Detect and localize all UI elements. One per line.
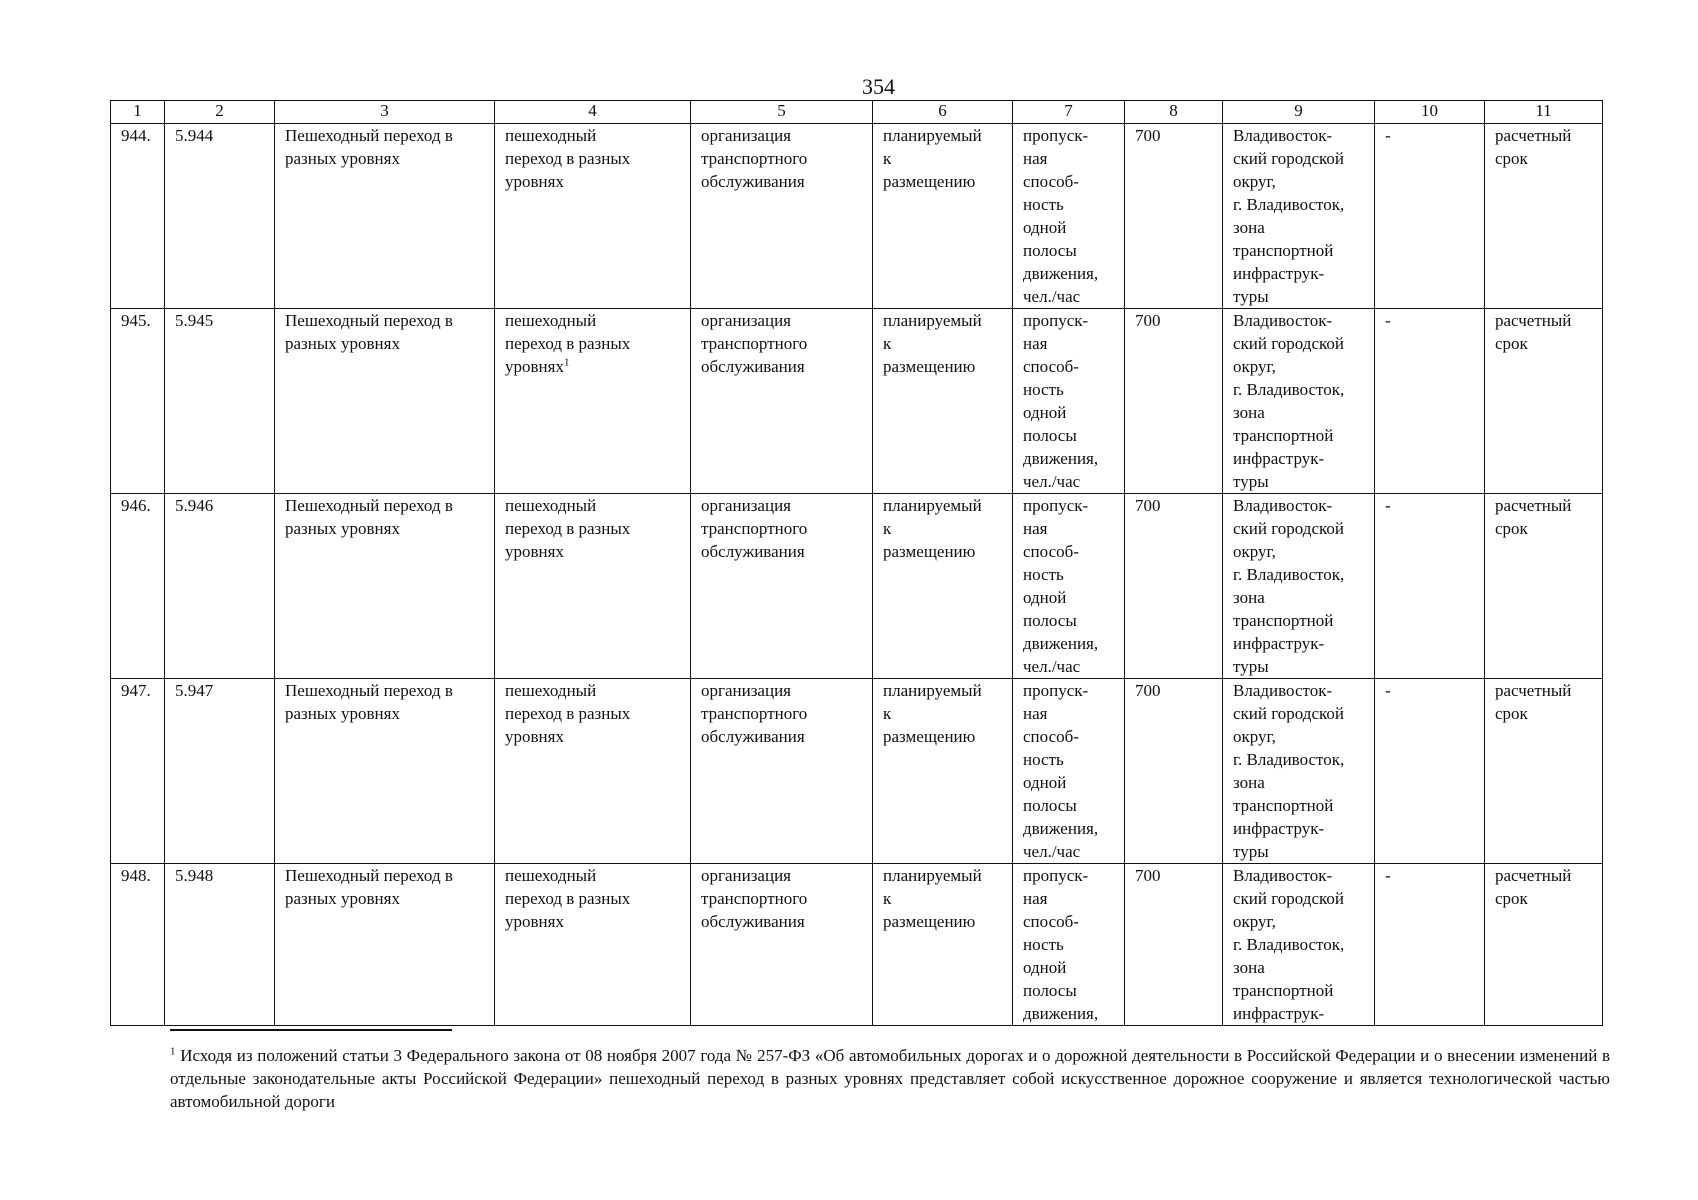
object-status: планируемый к размещению — [873, 309, 1013, 494]
characteristic-value: 700 — [1125, 864, 1223, 1026]
object-code: 5.947 — [165, 679, 275, 864]
object-location: Владивосток- ский городской округ, г. Владивосток, зона транспортной инфраструк- туры — [1223, 309, 1375, 494]
column-number-row — [111, 101, 1603, 124]
column-header: 4 — [495, 101, 691, 124]
table-row — [111, 494, 1603, 679]
object-status: планируемый к размещению — [873, 494, 1013, 679]
column-header: 2 — [165, 101, 275, 124]
object-characteristic: пропуск- ная способ- ность одной полосы движения, чел./час — [1013, 124, 1125, 309]
object-status: планируемый к размещению — [873, 679, 1013, 864]
object-type-cell — [495, 309, 691, 494]
table-row — [111, 864, 1603, 1026]
footnote-ref: 1 — [563, 356, 570, 369]
row-number: 945. — [111, 309, 165, 494]
characteristic-value: 700 — [1125, 679, 1223, 864]
object-type-cell — [495, 864, 691, 1026]
characteristic-value: 700 — [1125, 494, 1223, 679]
characteristic-value: 700 — [1125, 124, 1223, 309]
object-location: Владивосток- ский городской округ, г. Владивосток, зона транспортной инфраструк- — [1223, 864, 1375, 1026]
object-type: пешеходный переход в разных уровнях — [505, 496, 631, 561]
object-type: пешеходный переход в разных уровнях — [505, 866, 631, 931]
column-10-value: - — [1375, 494, 1485, 679]
footnote — [170, 1044, 1610, 1113]
object-purpose: организация транспортного обслуживания — [691, 494, 873, 679]
object-code: 5.948 — [165, 864, 275, 1026]
footnote-separator — [170, 1029, 452, 1031]
implementation-term: расчетный срок — [1485, 309, 1603, 494]
object-name: Пешеходный переход в разных уровнях — [275, 494, 495, 679]
characteristic-value: 700 — [1125, 309, 1223, 494]
objects-table — [110, 100, 1603, 1026]
object-name: Пешеходный переход в разных уровнях — [275, 864, 495, 1026]
object-characteristic: пропуск- ная способ- ность одной полосы движения, чел./час — [1013, 309, 1125, 494]
column-header: 10 — [1375, 101, 1485, 124]
column-header: 1 — [111, 101, 165, 124]
object-characteristic: пропуск- ная способ- ность одной полосы движения, чел./час — [1013, 494, 1125, 679]
object-location: Владивосток- ский городской округ, г. Владивосток, зона транспортной инфраструк- туры — [1223, 494, 1375, 679]
implementation-term: расчетный срок — [1485, 864, 1603, 1026]
column-10-value: - — [1375, 679, 1485, 864]
implementation-term: расчетный срок — [1485, 494, 1603, 679]
object-location: Владивосток- ский городской округ, г. Владивосток, зона транспортной инфраструк- туры — [1223, 679, 1375, 864]
row-number: 946. — [111, 494, 165, 679]
column-header: 11 — [1485, 101, 1603, 124]
implementation-term: расчетный срок — [1485, 124, 1603, 309]
object-name: Пешеходный переход в разных уровнях — [275, 309, 495, 494]
column-10-value: - — [1375, 124, 1485, 309]
table-row — [111, 124, 1603, 309]
object-purpose: организация транспортного обслуживания — [691, 679, 873, 864]
object-name: Пешеходный переход в разных уровнях — [275, 124, 495, 309]
object-type-cell — [495, 679, 691, 864]
object-characteristic: пропуск- ная способ- ность одной полосы движения, чел./час — [1013, 679, 1125, 864]
footnote-marker: 1 — [170, 1045, 176, 1058]
footnote-text: Исходя из положений статьи 3 Федерального закона от 08 ноября 2007 года № 257-ФЗ «Об автомобильных дорогах и о дорожной деятельности в Российской Федерации и о внесении изменений в отдельные законодательные акты Российской Федерации» пешеходный переход в разных уровнях представляет собой искусственное дорожное сооружение и является технологической частью автомобильной дороги — [170, 1046, 1611, 1111]
object-code: 5.945 — [165, 309, 275, 494]
object-location: Владивосток- ский городской округ, г. Владивосток, зона транспортной инфраструк- туры — [1223, 124, 1375, 309]
page-number: 354 — [862, 74, 895, 99]
object-type-cell — [495, 124, 691, 309]
row-number: 947. — [111, 679, 165, 864]
row-number: 944. — [111, 124, 165, 309]
object-characteristic: пропуск- ная способ- ность одной полосы движения, — [1013, 864, 1125, 1026]
column-10-value: - — [1375, 309, 1485, 494]
column-header: 3 — [275, 101, 495, 124]
object-type-cell — [495, 494, 691, 679]
object-code: 5.944 — [165, 124, 275, 309]
object-code: 5.946 — [165, 494, 275, 679]
column-10-value: - — [1375, 864, 1485, 1026]
object-purpose: организация транспортного обслуживания — [691, 309, 873, 494]
object-name: Пешеходный переход в разных уровнях — [275, 679, 495, 864]
table-row — [111, 679, 1603, 864]
column-header: 5 — [691, 101, 873, 124]
object-purpose: организация транспортного обслуживания — [691, 864, 873, 1026]
column-header: 8 — [1125, 101, 1223, 124]
column-header: 6 — [873, 101, 1013, 124]
implementation-term: расчетный срок — [1485, 679, 1603, 864]
object-type: пешеходный переход в разных уровнях — [505, 126, 631, 191]
object-status: планируемый к размещению — [873, 864, 1013, 1026]
object-type: пешеходный переход в разных уровнях — [505, 681, 631, 746]
object-purpose: организация транспортного обслуживания — [691, 124, 873, 309]
table-row — [111, 309, 1603, 494]
object-status: планируемый к размещению — [873, 124, 1013, 309]
row-number: 948. — [111, 864, 165, 1026]
column-header: 7 — [1013, 101, 1125, 124]
column-header: 9 — [1223, 101, 1375, 124]
object-type: пешеходный переход в разных уровнях — [505, 311, 631, 376]
